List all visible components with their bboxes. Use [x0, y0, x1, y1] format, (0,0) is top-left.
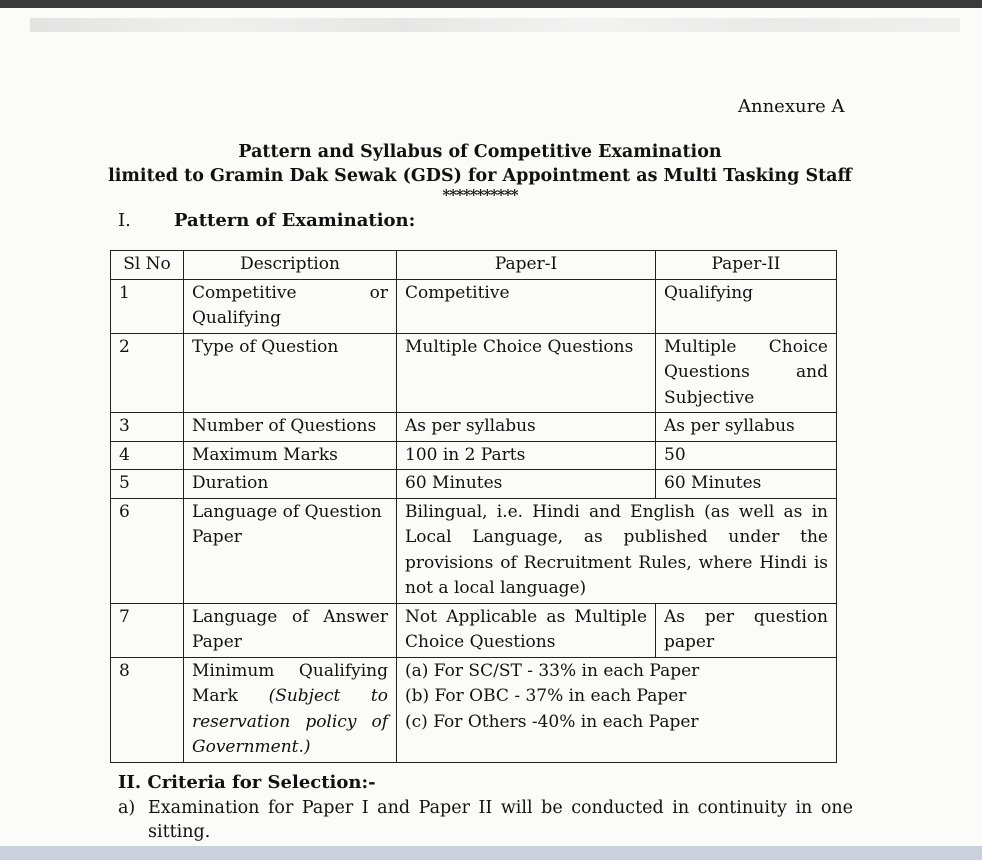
min-mark-note: (Subject to reservation policy of Government.)	[192, 686, 388, 757]
cell-description: Number of Questions	[184, 413, 397, 442]
cell-description: Maximum Marks	[184, 441, 397, 470]
table-row	[111, 470, 837, 499]
cell-sl: 4	[111, 441, 184, 470]
annexure-label: Annexure A	[738, 96, 845, 117]
cell-paper-2: As per question paper	[656, 603, 837, 657]
cell-paper-1: As per syllabus	[397, 413, 656, 442]
header-paper-1: Paper-I	[397, 251, 656, 280]
cell-paper-1: 60 Minutes	[397, 470, 656, 499]
section1-heading	[118, 210, 415, 231]
viewer-bottom-bar	[0, 846, 982, 860]
cell-paper-1: Competitive	[397, 279, 656, 333]
header-description: Description	[184, 251, 397, 280]
header-paper-2: Paper-II	[656, 251, 837, 280]
table-row	[111, 279, 837, 333]
cell-sl: 6	[111, 498, 184, 603]
cell-description: Language of Answer Paper	[184, 603, 397, 657]
table-row	[111, 441, 837, 470]
exam-pattern-table	[110, 250, 837, 763]
qualifying-line-obc: (b) For OBC - 37% in each Paper	[405, 686, 687, 706]
table-row	[111, 657, 837, 762]
scan-artifact	[30, 18, 960, 32]
cell-paper-2: Qualifying	[656, 279, 837, 333]
qualifying-line-sc-st: (a) For SC/ST - 33% in each Paper	[405, 660, 700, 681]
cell-description: Duration	[184, 470, 397, 499]
cell-paper-1-2-merged: Bilingual, i.e. Hindi and English (as well as in Local Language, as published under the provisions of Recruitment Rules, where Hindi is not a local language)	[397, 498, 837, 603]
cell-paper-1-2-merged	[397, 657, 837, 762]
table-row	[111, 413, 837, 442]
cell-description: Type of Question	[184, 333, 397, 413]
cell-sl: 2	[111, 333, 184, 413]
cell-paper-1: 100 in 2 Parts	[397, 441, 656, 470]
section1-number: I.	[118, 210, 131, 231]
title-separator-stars: ***********	[442, 186, 518, 204]
cell-paper-2: Multiple Choice Questions and Subjective	[656, 333, 837, 413]
table-row	[111, 498, 837, 603]
cell-paper-2: 60 Minutes	[656, 470, 837, 499]
section2-heading: II. Criteria for Selection:-	[118, 772, 376, 793]
table-header-row	[111, 251, 837, 280]
criteria-item-label: a)	[118, 798, 136, 818]
viewer-top-bar	[0, 0, 982, 8]
cell-paper-1: Not Applicable as Multiple Choice Questions	[397, 603, 656, 657]
document-title-line2: limited to Gramin Dak Sewak (GDS) for Appointment as Multi Tasking Staff	[108, 166, 852, 186]
cell-paper-2: As per syllabus	[656, 413, 837, 442]
header-sl-no: Sl No	[111, 251, 184, 280]
table-row	[111, 333, 837, 413]
cell-description: Competitive or Qualifying	[184, 279, 397, 333]
cell-description	[184, 657, 397, 762]
cell-paper-2: 50	[656, 441, 837, 470]
cell-sl: 3	[111, 413, 184, 442]
cell-sl: 7	[111, 603, 184, 657]
cell-description: Language of Question Paper	[184, 498, 397, 603]
qualifying-line-others: (c) For Others -40% in each Paper	[405, 711, 699, 732]
section1-title: Pattern of Examination:	[174, 210, 416, 231]
cell-paper-1: Multiple Choice Questions	[397, 333, 656, 413]
document-title-line1: Pattern and Syllabus of Competitive Examination	[238, 142, 722, 162]
criteria-item-text: Examination for Paper I and Paper II will be conducted in continuity in one sitting.	[148, 798, 853, 842]
cell-sl: 8	[111, 657, 184, 762]
min-mark-label: Minimum Qualifying Mark	[192, 660, 388, 706]
cell-sl: 5	[111, 470, 184, 499]
cell-sl: 1	[111, 279, 184, 333]
table-row	[111, 603, 837, 657]
